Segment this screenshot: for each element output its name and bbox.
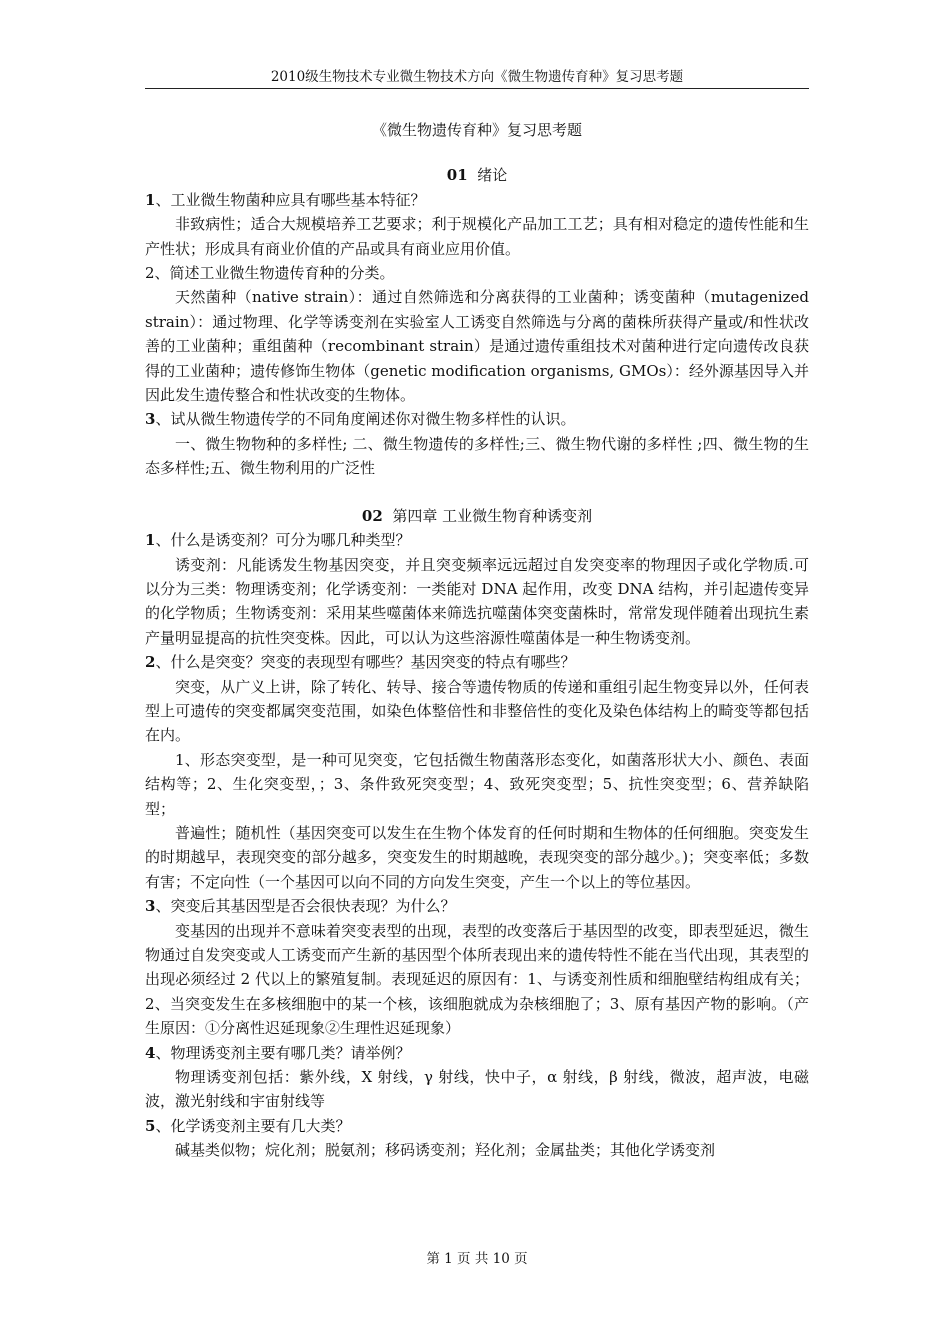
section-heading bbox=[145, 163, 809, 187]
answer-paragraph: 突变，从广义上讲，除了转化、转导、接合等遗传物质的传递和重组引起生物变异以外，任何表型上可遗传的突变都属突变范围，如染色体整倍性和非整倍性的变化及染色体结构上的畸变等都包括在内。 bbox=[145, 677, 809, 745]
question bbox=[145, 1041, 809, 1065]
question-text: 、化学诱变剂主要有几大类？ bbox=[155, 1116, 351, 1135]
question-text: 、工业微生物菌种应具有哪些基本特征？ bbox=[155, 190, 426, 209]
question-text: 、简述工业微生物遗传育种的分类。 bbox=[154, 264, 395, 283]
document-body bbox=[145, 112, 809, 1163]
answer-paragraph: 一、微生物物种的多样性; 二、微生物遗传的多样性;三、微生物代谢的多样性 ;四、微生物的生态多样性;五、微生物利用的广泛性 bbox=[145, 434, 809, 478]
question bbox=[145, 188, 809, 212]
question-text: 、物理诱变剂主要有哪几类？请举例？ bbox=[155, 1043, 411, 1062]
answer-paragraph: 诱变剂：凡能诱发生物基因突变，并且突变频率远远超过自发突变率的物理因子或化学物质.可以分为三类：物理诱变剂；化学诱变剂：一类能对 DNA 起作用，改变 DNA 结构，并引起遗传变异的化学物质；生物诱变剂：采用某些噬菌体来筛选抗噬菌体突变菌株时，常常发现伴随着出现抗生素产量明显提高的抗性突变株。因此，可以认为这些溶源性噬菌体是一种生物诱变剂。 bbox=[145, 555, 809, 647]
page-number-footer: 第 1 页 共 10 页 bbox=[426, 1251, 528, 1267]
question-number: 3 bbox=[145, 410, 156, 429]
section-number: 02 bbox=[361, 506, 383, 525]
question-number: 1 bbox=[145, 190, 156, 209]
answer-paragraph: 1、形态突变型，是一种可见突变，它包括微生物菌落形态变化，如菌落形状大小、颜色、表面结构等；2、生化突变型，；3、条件致死突变型；4、致死突变型；5、抗性突变型；6、营养缺陷型； bbox=[145, 750, 809, 818]
question bbox=[145, 261, 809, 285]
question bbox=[145, 407, 809, 431]
section-number: 01 bbox=[446, 166, 468, 185]
question bbox=[145, 528, 809, 552]
question-number: 2 bbox=[145, 264, 155, 283]
answer-paragraph: 变基因的出现并不意味着突变表型的出现，表型的改变落后于基因型的改变，即表型延迟，微生物通过自发突变或人工诱变而产生新的基因型个体所表现出来的遗传特性不能在当代出现，其表型的出现必须经过 2 代以上的繁殖复制。表现延迟的原因有：1、与诱变剂性质和细胞壁结构组成有关；2、当突变发生在多核细胞中的某一个核，该细胞就成为杂核细胞了；3、原有基因产物的影响。（产生原因：①分离性迟延现象②生理性迟延现象） bbox=[145, 921, 809, 1038]
section-title: 绪论 bbox=[477, 166, 508, 185]
question-number: 5 bbox=[145, 1116, 156, 1135]
answer-paragraph: 天然菌种（native strain）：通过自然筛选和分离获得的工业菌种；诱变菌种（mutagenized strain）：通过物理、化学等诱变剂在实验室人工诱变自然筛选与分离的菌株所获得产量或/和性状改善的工业菌种；重组菌种（recombinant strain）是通过遗传重组技术对菌种进行定向遗传改良获得的工业菌种；遗传修饰生物体（genetic modification organisms, GMOs）：经外源基因导入并因此发生遗传整合和性状改变的生物体。 bbox=[145, 288, 809, 405]
running-header: 2010级生物技术专业微生物技术方向《微生物遗传育种》复习思考题 bbox=[145, 68, 809, 89]
question-text: 、突变后其基因型是否会很快表现？为什么？ bbox=[155, 897, 456, 916]
question-number: 4 bbox=[145, 1043, 156, 1062]
question-text: 、什么是突变？突变的表现型有哪些？基因突变的特点有哪些？ bbox=[155, 653, 576, 672]
answer-paragraph: 普遍性；随机性（基因突变可以发生在生物个体发育的任何时期和生物体的任何细胞。突变发生的时期越早，表现突变的部分越多，突变发生的时期越晚，表现突变的部分越少。)；突变率低；多数有害；不定向性（一个基因可以向不同的方向发生突变，产生一个以上的等位基因。 bbox=[145, 823, 809, 891]
question-text: 、试从微生物遗传学的不同角度阐述你对微生物多样性的认识。 bbox=[155, 410, 576, 429]
question bbox=[145, 894, 809, 918]
question bbox=[145, 1114, 809, 1138]
question-number: 3 bbox=[145, 897, 156, 916]
answer-paragraph: 碱基类似物；烷化剂；脱氨剂；移码诱变剂；羟化剂；金属盐类；其他化学诱变剂 bbox=[175, 1141, 716, 1160]
answer-paragraph: 非致病性；适合大规模培养工艺要求；利于规模化产品加工工艺；具有相对稳定的遗传性能和生产性状；形成具有商业价值的产品或具有商业应用价值。 bbox=[145, 215, 809, 258]
section-heading bbox=[145, 504, 809, 528]
section-title: 第四章 工业微生物育种诱变剂 bbox=[392, 506, 593, 525]
answer-paragraph: 物理诱变剂包括：紫外线，X 射线，γ 射线，快中子，α 射线，β 射线，微波，超声波，电磁波，激光射线和宇宙射线等 bbox=[145, 1068, 809, 1111]
question-number: 2 bbox=[145, 653, 156, 672]
question bbox=[145, 650, 809, 674]
document-title: 《微生物遗传育种》复习思考题 bbox=[371, 121, 582, 139]
question-text: 、什么是诱变剂？可分为哪几种类型？ bbox=[155, 531, 411, 550]
question-number: 1 bbox=[145, 531, 156, 550]
